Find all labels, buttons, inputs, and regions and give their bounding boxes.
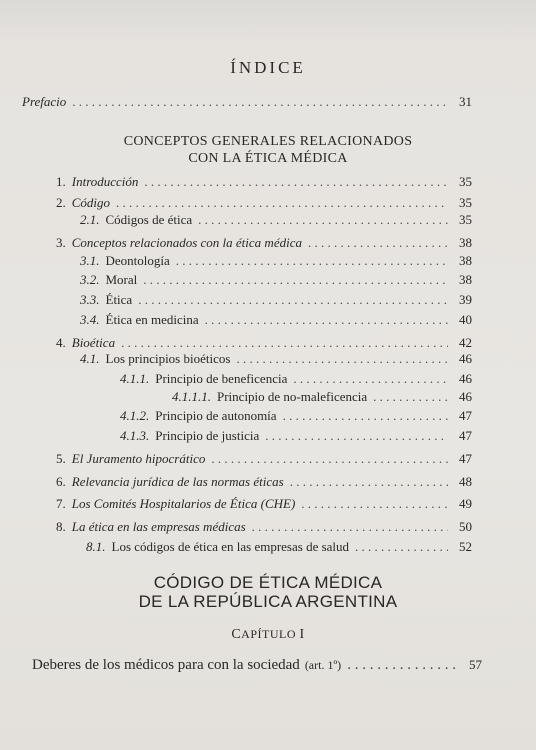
toc-entry: [56, 174, 472, 190]
toc-entry-label: Códigos de ética: [105, 212, 193, 227]
toc-entry-page: 35: [459, 195, 472, 210]
toc-entry: [56, 451, 472, 467]
toc-entry-page: 40: [459, 312, 472, 327]
toc-entry-label: Deberes de los médicos para con la sociedad: [32, 657, 300, 673]
toc-entry-page: 50: [459, 519, 472, 534]
toc-entry-label: La ética en las empresas médicas: [71, 519, 246, 534]
toc-entry-number: 4.1.: [80, 351, 100, 366]
toc-entry-label: Ética: [105, 292, 133, 307]
toc-entry: [120, 371, 472, 387]
toc-entry-number: 8.: [56, 519, 66, 534]
toc-entry-label: Principio de autonomía: [155, 408, 277, 423]
leader-dots: [211, 451, 448, 467]
toc-entry-label: Los principios bioéticos: [105, 351, 231, 366]
toc-entry-page: 57: [469, 657, 482, 672]
toc-entry-label: Bioética: [71, 335, 116, 350]
toc-entry-page: 46: [459, 371, 472, 386]
toc-entry-label: Código: [71, 195, 111, 210]
toc-entry-number: 2.: [56, 195, 66, 210]
leader-dots: [143, 272, 448, 288]
chapter-word-rest: APÍTULO: [241, 627, 296, 641]
leader-dots: [72, 94, 448, 110]
toc-entry-page: 38: [459, 272, 472, 287]
section-heading-line: CONCEPTOS GENERALES RELACIONADOS: [123, 134, 413, 149]
toc-entry-page: 47: [459, 428, 472, 443]
toc-entry: [80, 351, 472, 367]
toc-entry-label: Moral: [105, 272, 138, 287]
toc-entry-prefacio: [22, 94, 472, 110]
toc-entry-number: 4.1.1.: [120, 371, 150, 386]
toc-entry-page: 48: [459, 474, 472, 489]
leader-dots: [347, 657, 458, 674]
toc-entry: [80, 292, 472, 308]
leader-dots: [236, 351, 448, 367]
toc-entry-page: 31: [459, 94, 472, 109]
toc-entry: [56, 195, 472, 211]
toc-entry: [56, 335, 472, 351]
leader-dots: [265, 428, 448, 444]
toc-entry-label: Deontología: [105, 253, 170, 268]
toc-entry-number: 3.3.: [80, 292, 100, 307]
toc-entry-page: 35: [459, 174, 472, 189]
section-heading-line: CON LA ÉTICA MÉDICA: [188, 151, 348, 166]
toc-entry-page: 38: [459, 235, 472, 250]
toc-entry: [86, 539, 472, 555]
toc-entry-number: 3.: [56, 235, 66, 250]
toc-entry-number: 6.: [56, 474, 66, 489]
toc-entry-page: 49: [459, 496, 472, 511]
toc-entry: [80, 272, 472, 288]
toc-entry-number: 2.1.: [80, 212, 100, 227]
toc-entry-label: Conceptos relacionados con la ética médica: [71, 235, 302, 250]
leader-dots: [198, 212, 448, 228]
toc-entry: [120, 408, 472, 424]
toc-entry: [56, 474, 472, 490]
section-heading-line: DE LA REPÚBLICA ARGENTINA: [138, 592, 398, 611]
toc-entry-label: Los códigos de ética en las empresas de salud: [111, 539, 350, 554]
leader-dots: [121, 335, 448, 351]
toc-entry-page: 47: [459, 408, 472, 423]
toc-entry-page: 39: [459, 292, 472, 307]
toc-entry-page: 38: [459, 253, 472, 268]
leader-dots: [301, 496, 448, 512]
toc-entry-number: 4.: [56, 335, 66, 350]
leader-dots: [138, 292, 448, 308]
toc-entry-number: 4.1.1.1.: [172, 389, 211, 404]
toc-entry: [56, 519, 472, 535]
toc-entry-label: Relevancia jurídica de las normas éticas: [71, 474, 284, 489]
toc-entry-number: 1.: [56, 174, 66, 189]
toc-entry-page: 35: [459, 212, 472, 227]
section-heading-conceptos: [0, 133, 536, 167]
toc-entry: [56, 235, 472, 251]
chapter-initial: C: [231, 627, 242, 642]
leader-dots: [355, 539, 448, 555]
leader-dots: [293, 371, 448, 387]
leader-dots: [283, 408, 448, 424]
toc-entry: [120, 428, 472, 444]
toc-entry-page: 47: [459, 451, 472, 466]
leader-dots: [205, 312, 448, 328]
toc-entry-label: Los Comités Hospitalarios de Ética (CHE): [71, 496, 296, 511]
toc-entry-number: 5.: [56, 451, 66, 466]
toc-entry-number: 3.4.: [80, 312, 100, 327]
toc-entry-number: 7.: [56, 496, 66, 511]
toc-entry-number: 4.1.2.: [120, 408, 150, 423]
toc-entry-number: 8.1.: [86, 539, 106, 554]
toc-entry: [56, 496, 472, 512]
page-title: ÍNDICE: [230, 58, 306, 77]
toc-entry-label: Principio de justicia: [155, 428, 260, 443]
chapter-number: I: [299, 627, 305, 642]
toc-entry-number: 4.1.3.: [120, 428, 150, 443]
leader-dots: [176, 253, 448, 269]
toc-entry-label: Principio de beneficencia: [155, 371, 288, 386]
leader-dots: [116, 195, 448, 211]
toc-entry: [172, 389, 472, 405]
toc-entry-label: El Juramento hipocrático: [71, 451, 206, 466]
toc-entry-number: 3.1.: [80, 253, 100, 268]
leader-dots: [290, 474, 448, 490]
toc-entry: [80, 212, 472, 228]
toc-entry-deberes: [32, 657, 482, 674]
toc-entry-label: Principio de no-maleficencia: [217, 389, 368, 404]
leader-dots: [144, 174, 448, 190]
toc-entry-page: 42: [459, 335, 472, 350]
toc-entry: [80, 253, 472, 269]
toc-entry: [80, 312, 472, 328]
leader-dots: [308, 235, 448, 251]
toc-entry-label: Prefacio: [22, 94, 67, 109]
leader-dots: [373, 389, 448, 405]
toc-entry-page: 52: [459, 539, 472, 554]
toc-entry-label: Ética en medicina: [105, 312, 199, 327]
section-heading-codigo: [0, 573, 536, 611]
toc-entry-label: Introducción: [71, 174, 139, 189]
article-ref: (art. 1º): [304, 658, 342, 672]
chapter-heading: [0, 627, 536, 643]
toc-entry-page: 46: [459, 351, 472, 366]
section-heading-line: CÓDIGO DE ÉTICA MÉDICA: [153, 573, 383, 592]
toc-entry-page: 46: [459, 389, 472, 404]
leader-dots: [252, 519, 448, 535]
toc-entry-number: 3.2.: [80, 272, 100, 287]
